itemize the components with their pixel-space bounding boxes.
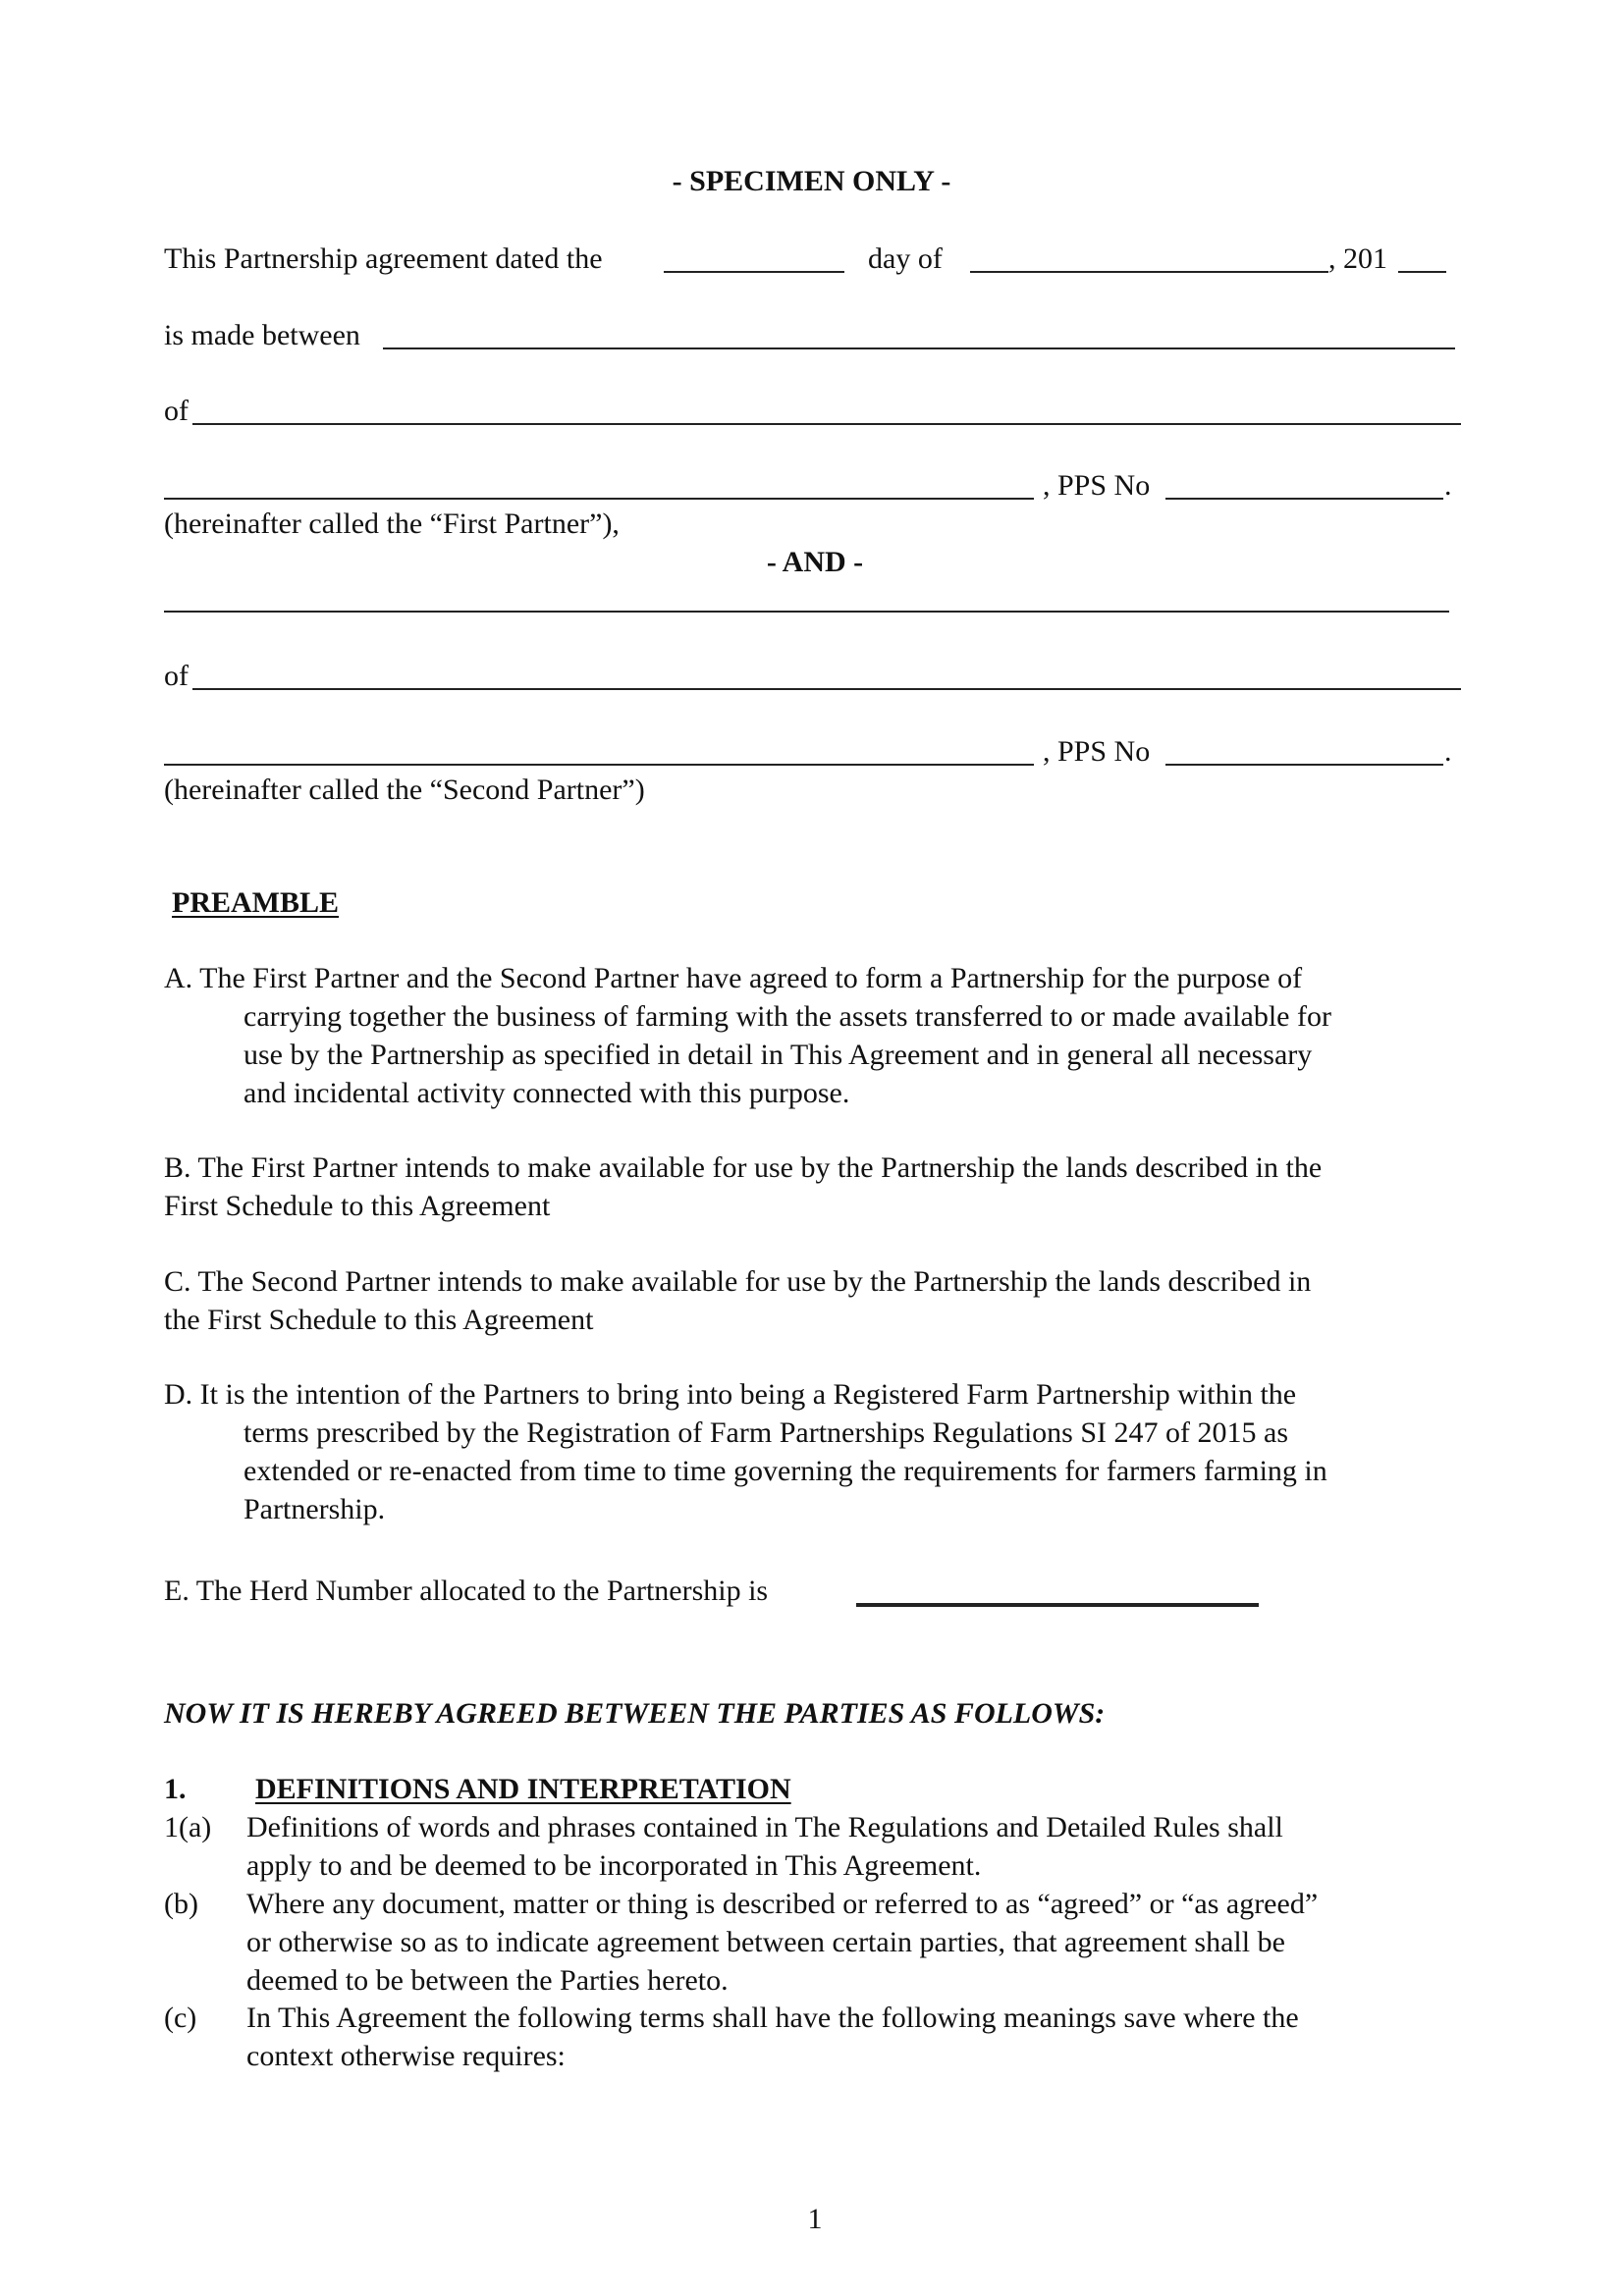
second-partner-address-field-2[interactable] bbox=[164, 764, 1034, 766]
page-number: 1 bbox=[807, 2203, 823, 2235]
preamble-b bbox=[164, 1148, 1322, 1225]
line: apply to and be deemed to be incorporated in This Agreement. bbox=[246, 1849, 982, 1882]
item-label: 1(a) bbox=[164, 1811, 212, 1843]
document-title: - SPECIMEN ONLY - bbox=[672, 165, 951, 197]
line: A. The First Partner and the Second Partner have agreed to form a Partnership for the purpose of bbox=[164, 962, 1303, 994]
of-label: of bbox=[164, 660, 189, 692]
line: extended or re-enacted from time to time governing the requirements for farmers farming in bbox=[243, 1455, 1327, 1487]
first-partner-label: (hereinafter called the “First Partner”), bbox=[164, 507, 620, 540]
section-title: DEFINITIONS AND INTERPRETATION bbox=[255, 1773, 791, 1805]
first-partner-address-field-2[interactable] bbox=[164, 498, 1034, 500]
line: In This Agreement the following terms shall have the following meanings save where the bbox=[246, 2002, 1299, 2034]
date-year-field[interactable] bbox=[1398, 271, 1446, 273]
line: C. The Second Partner intends to make available for use by the Partnership the lands described in bbox=[164, 1265, 1312, 1298]
item-label: (c) bbox=[164, 2002, 197, 2034]
line: Where any document, matter or thing is described or referred to as “agreed” or “as agreed” bbox=[246, 1888, 1319, 1920]
herd-number-field[interactable] bbox=[856, 1603, 1259, 1607]
agreement-heading: NOW IT IS HEREBY AGREED BETWEEN THE PARTIES AS FOLLOWS: bbox=[164, 1697, 1106, 1730]
line: terms prescribed by the Registration of Farm Partnerships Regulations SI 247 of 2015 as bbox=[243, 1416, 1288, 1449]
date-day-field[interactable] bbox=[664, 271, 844, 273]
first-partner-pps-field[interactable] bbox=[1165, 498, 1443, 500]
line: B. The First Partner intends to make available for use by the Partnership the lands described in the bbox=[164, 1151, 1323, 1184]
year-label: , 201 bbox=[1328, 242, 1387, 275]
line: or otherwise so as to indicate agreement between certain parties, that agreement shall be bbox=[246, 1926, 1285, 1958]
first-partner-name-field[interactable] bbox=[383, 347, 1455, 349]
second-partner-pps-field[interactable] bbox=[1165, 764, 1443, 766]
line: deemed to be between the Parties hereto. bbox=[246, 1964, 729, 1997]
line: context otherwise requires: bbox=[246, 2040, 566, 2072]
preamble-c bbox=[164, 1262, 1311, 1339]
date-month-field[interactable] bbox=[970, 271, 1328, 273]
line: Definitions of words and phrases contained in The Regulations and Detailed Rules shall bbox=[246, 1811, 1283, 1843]
first-partner-address-field[interactable] bbox=[192, 423, 1461, 425]
line: the First Schedule to this Agreement bbox=[164, 1304, 594, 1336]
preamble-heading: PREAMBLE bbox=[172, 886, 340, 919]
section-number: 1. bbox=[164, 1773, 187, 1805]
line: carrying together the business of farming with the assets transferred to or made available for bbox=[243, 1000, 1331, 1033]
preamble-a bbox=[164, 959, 1331, 1112]
pps-label: , PPS No bbox=[1043, 735, 1151, 768]
made-between-label: is made between bbox=[164, 319, 360, 351]
line: use by the Partnership as specified in detail in This Agreement and in general all necessary bbox=[243, 1039, 1313, 1071]
line: D. It is the intention of the Partners to bring into being a Registered Farm Partnership within the bbox=[164, 1378, 1297, 1411]
day-of-label: day of bbox=[868, 242, 943, 275]
and-separator: - AND - bbox=[766, 546, 864, 578]
dated-label: This Partnership agreement dated the bbox=[164, 242, 603, 275]
preamble-e: E. The Herd Number allocated to the Partnership is bbox=[164, 1575, 769, 1607]
of-label: of bbox=[164, 395, 189, 427]
line: Partnership. bbox=[243, 1493, 386, 1525]
period: . bbox=[1444, 469, 1452, 502]
second-partner-address-field[interactable] bbox=[192, 688, 1461, 690]
item-label: (b) bbox=[164, 1888, 198, 1920]
period: . bbox=[1444, 735, 1452, 768]
line: and incidental activity connected with this purpose. bbox=[243, 1077, 850, 1109]
second-partner-label: (hereinafter called the “Second Partner”) bbox=[164, 774, 645, 806]
line: First Schedule to this Agreement bbox=[164, 1190, 551, 1222]
second-partner-name-field[interactable] bbox=[164, 611, 1449, 613]
preamble-d bbox=[164, 1375, 1327, 1528]
pps-label: , PPS No bbox=[1043, 469, 1151, 502]
